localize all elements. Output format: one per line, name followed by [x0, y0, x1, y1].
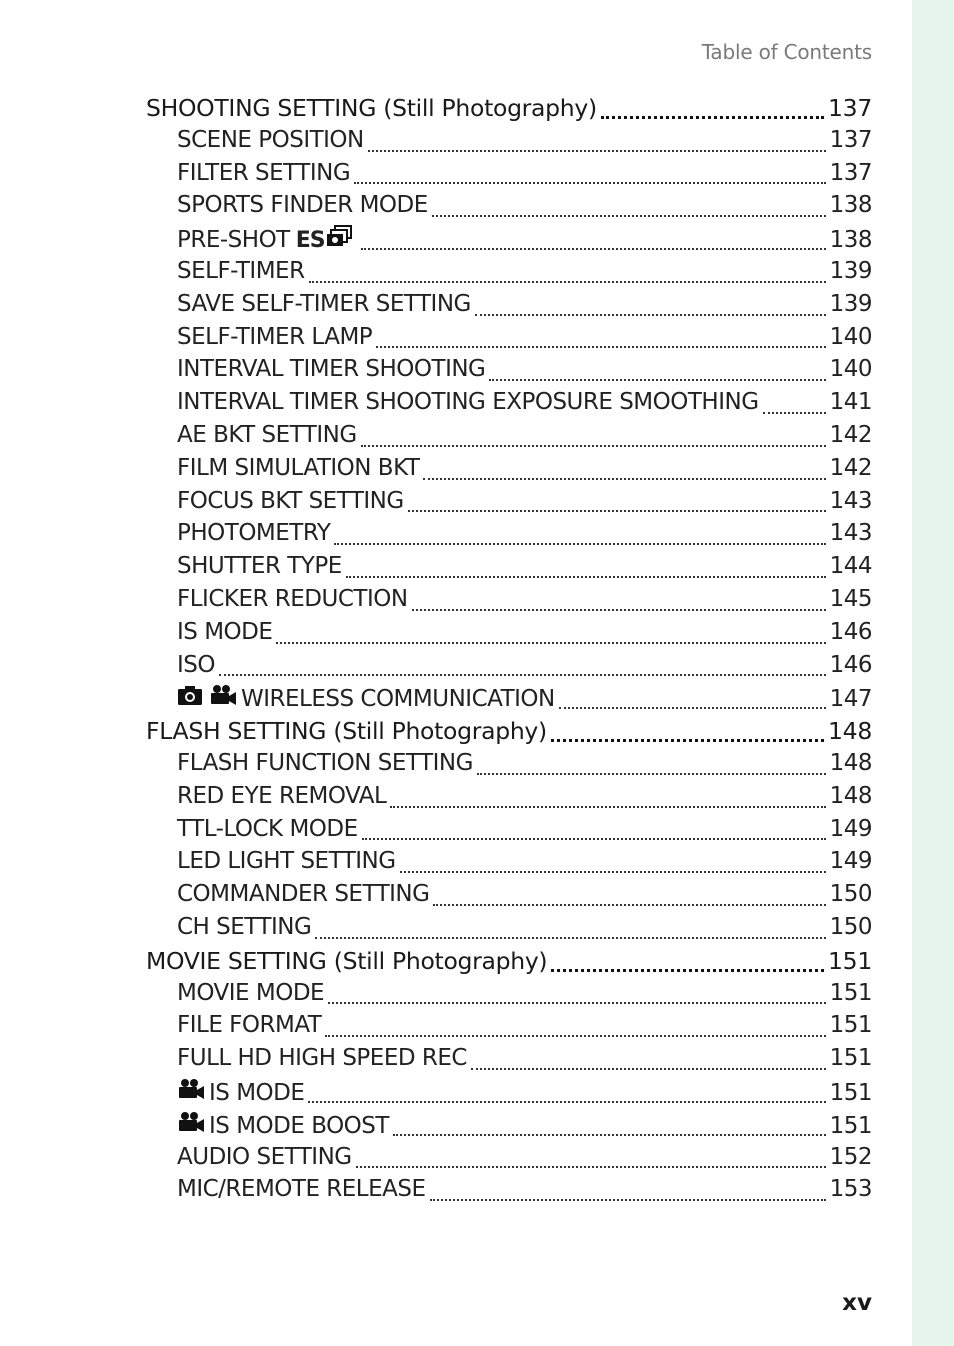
toc-entry-label-group	[146, 947, 547, 975]
toc-item-row[interactable]	[146, 192, 872, 225]
toc-page-number: 146	[829, 651, 872, 678]
toc-section-row[interactable]	[146, 94, 872, 127]
movie-camera-icon	[177, 1111, 205, 1139]
dot-leader	[390, 806, 825, 808]
toc-entry-label: FULL HD HIGH SPEED REC	[177, 1045, 467, 1072]
toc-entry-label-group	[177, 1144, 352, 1170]
toc-entry-label-group	[177, 488, 404, 514]
toc-page-number: 151	[829, 1079, 872, 1106]
toc-entry-label: PRE-SHOT	[177, 227, 290, 254]
toc-entry-label-group	[177, 1176, 426, 1202]
toc-entry-label-group	[177, 356, 485, 382]
toc-entry-label: SELF-TIMER LAMP	[177, 323, 373, 350]
toc-entry-label-group	[177, 848, 396, 874]
es-icon: ES	[295, 228, 325, 254]
toc-entry-label: IS MODE BOOST	[209, 1112, 389, 1139]
toc-entry-label: MOVIE SETTING (Still Photography)	[146, 946, 548, 975]
toc-page-number: 142	[829, 421, 872, 448]
toc-item-row[interactable]	[146, 520, 872, 553]
toc-entry-label-group	[177, 291, 471, 317]
toc-item-row[interactable]	[146, 389, 872, 422]
side-tab-strip	[912, 0, 954, 1346]
toc-entry-label-group	[177, 980, 324, 1006]
table-of-contents	[146, 94, 872, 1209]
toc-page-number: 138	[829, 192, 872, 219]
dot-leader	[471, 1068, 826, 1070]
toc-entry-label-group	[177, 1045, 467, 1071]
toc-item-row[interactable]	[146, 160, 872, 193]
toc-page-number: 141	[829, 389, 872, 416]
toc-item-row[interactable]	[146, 455, 872, 488]
toc-entry-label: WIRELESS COMMUNICATION	[241, 686, 555, 713]
toc-item-row[interactable]	[146, 619, 872, 652]
dot-leader	[325, 1035, 825, 1037]
dot-leader	[551, 739, 824, 742]
toc-item-row[interactable]	[146, 356, 872, 389]
toc-item-row[interactable]	[146, 1144, 872, 1177]
toc-item-row[interactable]	[146, 488, 872, 521]
dot-leader	[354, 182, 825, 184]
toc-entry-label-group	[177, 750, 473, 776]
toc-entry-label: SAVE SELF-TIMER SETTING	[177, 290, 471, 317]
toc-page-number: 150	[829, 913, 872, 940]
dot-leader	[356, 1166, 826, 1168]
toc-page-number: 151	[828, 946, 872, 975]
toc-entry-label: AUDIO SETTING	[177, 1143, 352, 1170]
toc-item-row[interactable]	[146, 881, 872, 914]
toc-item-row[interactable]	[146, 127, 872, 160]
dot-leader	[315, 937, 825, 939]
toc-page-number: 147	[829, 686, 872, 713]
dot-leader	[763, 412, 826, 414]
toc-entry-label: MIC/REMOTE RELEASE	[177, 1176, 426, 1203]
toc-page-number: 137	[828, 94, 872, 122]
toc-item-row[interactable]	[146, 324, 872, 357]
toc-entry-label: FLICKER REDUCTION	[177, 585, 408, 612]
dot-leader	[433, 904, 825, 906]
toc-entry-label: AE BKT SETTING	[177, 421, 357, 448]
dot-leader	[400, 871, 826, 873]
page-number: xv	[842, 1290, 872, 1316]
toc-entry-label-group	[177, 684, 555, 712]
toc-page-number: 149	[829, 815, 872, 842]
continuous-shooting-icon	[325, 225, 353, 253]
toc-page-number: 143	[829, 520, 872, 547]
toc-entry-label-group	[177, 914, 311, 940]
toc-item-row[interactable]	[146, 1012, 872, 1045]
dot-leader	[361, 248, 826, 250]
dot-leader	[475, 314, 826, 316]
toc-page-number: 138	[829, 227, 872, 254]
dot-leader	[551, 969, 824, 972]
toc-item-row[interactable]	[146, 1111, 872, 1144]
toc-entry-label: FILE FORMAT	[177, 1012, 322, 1039]
toc-item-row[interactable]	[146, 914, 872, 947]
toc-entry-label: RED EYE REMOVAL	[177, 782, 387, 809]
toc-entry-label-group	[177, 225, 357, 253]
dot-leader	[368, 150, 826, 152]
page-header-title: Table of Contents	[701, 40, 872, 64]
toc-item-row[interactable]	[146, 586, 872, 619]
toc-entry-label: SHOOTING SETTING (Still Photography)	[146, 94, 597, 122]
dot-leader	[430, 1199, 826, 1201]
toc-page-number: 142	[829, 454, 872, 481]
dot-leader	[412, 609, 826, 611]
toc-entry-label: IS MODE	[177, 618, 273, 645]
toc-entry-label-group	[177, 422, 357, 448]
dot-leader	[276, 642, 825, 644]
toc-entry-label: SELF-TIMER	[177, 257, 305, 284]
toc-item-row[interactable]	[146, 1045, 872, 1078]
toc-item-row[interactable]	[146, 816, 872, 849]
toc-item-row[interactable]	[146, 291, 872, 324]
toc-entry-label-group	[177, 619, 272, 645]
toc-entry-label-group	[177, 192, 428, 218]
toc-entry-label-group	[177, 553, 342, 579]
toc-page-number: 140	[829, 323, 872, 350]
dot-leader	[334, 543, 825, 545]
toc-page-number: 149	[829, 848, 872, 875]
toc-entry-label-group	[177, 1078, 304, 1106]
toc-entry-label: IS MODE	[209, 1079, 305, 1106]
dot-leader	[376, 346, 825, 348]
toc-item-row[interactable]	[146, 422, 872, 455]
dot-leader	[309, 281, 826, 283]
camera-icon	[177, 684, 205, 712]
dot-leader	[308, 1101, 825, 1103]
toc-page-number: 148	[829, 749, 872, 776]
toc-item-row[interactable]	[146, 1078, 872, 1111]
toc-entry-label: COMMANDER SETTING	[177, 881, 430, 908]
toc-entry-label: SCENE POSITION	[177, 126, 364, 153]
toc-section-row[interactable]	[146, 947, 872, 980]
toc-page-number: 148	[829, 782, 872, 809]
toc-entry-label: LED LIGHT SETTING	[177, 848, 396, 875]
toc-page-number: 152	[829, 1143, 872, 1170]
toc-entry-label: INTERVAL TIMER SHOOTING EXPOSURE SMOOTHING	[177, 389, 759, 416]
toc-entry-label-group	[177, 455, 419, 481]
toc-entry-label: CH SETTING	[177, 913, 312, 940]
dot-leader	[362, 838, 826, 840]
dot-leader	[601, 116, 824, 119]
toc-item-row[interactable]	[146, 1176, 872, 1209]
dot-leader	[328, 1002, 825, 1004]
toc-page-number: 137	[829, 126, 872, 153]
toc-section-row[interactable]	[146, 717, 872, 750]
toc-entry-label: FLASH SETTING (Still Photography)	[146, 717, 547, 746]
toc-page-number: 139	[829, 257, 872, 284]
movie-camera-icon	[177, 1078, 205, 1106]
toc-entry-label-group	[177, 520, 330, 546]
toc-page-number: 150	[829, 881, 872, 908]
toc-entry-label-group	[177, 160, 350, 186]
dot-leader	[393, 1134, 826, 1136]
dot-leader	[489, 379, 825, 381]
toc-entry-label: SHUTTER TYPE	[177, 553, 342, 580]
toc-page-number: 144	[829, 553, 872, 580]
toc-page-number: 151	[829, 1012, 872, 1039]
toc-entry-label: FLASH FUNCTION SETTING	[177, 749, 473, 776]
toc-item-row[interactable]	[146, 848, 872, 881]
toc-entry-label-group	[177, 816, 358, 842]
toc-entry-label-group	[177, 258, 305, 284]
toc-entry-label-group	[177, 1111, 389, 1139]
dot-leader	[559, 707, 826, 709]
toc-page-number: 148	[828, 717, 872, 746]
toc-page-number: 139	[829, 290, 872, 317]
toc-item-row[interactable]	[146, 652, 872, 685]
toc-page-number: 145	[829, 585, 872, 612]
movie-camera-icon	[209, 684, 237, 712]
toc-entry-label: FILM SIMULATION BKT	[177, 454, 420, 481]
toc-entry-label-group	[177, 881, 429, 907]
toc-page-number: 153	[829, 1176, 872, 1203]
toc-item-row[interactable]	[146, 684, 872, 717]
dot-leader	[477, 773, 826, 775]
toc-page-number: 151	[829, 1112, 872, 1139]
toc-entry-label-group	[177, 783, 386, 809]
toc-page-number: 137	[829, 159, 872, 186]
toc-entry-label: ISO	[177, 651, 215, 678]
toc-entry-label: MOVIE MODE	[177, 979, 325, 1006]
dot-leader	[361, 445, 826, 447]
toc-page-number: 151	[829, 979, 872, 1006]
toc-item-row[interactable]	[146, 783, 872, 816]
dot-leader	[408, 510, 826, 512]
toc-entry-label: FOCUS BKT SETTING	[177, 487, 404, 514]
toc-item-row[interactable]	[146, 553, 872, 586]
dot-leader	[219, 674, 826, 676]
toc-entry-label-group	[177, 652, 215, 678]
toc-entry-label: FILTER SETTING	[177, 159, 351, 186]
toc-entry-label-group	[177, 389, 759, 415]
toc-item-row[interactable]	[146, 750, 872, 783]
dot-leader	[346, 576, 826, 578]
dot-leader	[432, 215, 826, 217]
toc-page-number: 143	[829, 487, 872, 514]
toc-page-number: 146	[829, 618, 872, 645]
toc-item-row[interactable]	[146, 980, 872, 1013]
toc-page-number: 151	[829, 1045, 872, 1072]
toc-item-row[interactable]	[146, 225, 872, 258]
toc-entry-label: PHOTOMETRY	[177, 520, 331, 547]
toc-entry-label-group	[177, 324, 372, 350]
toc-entry-label-group	[177, 1012, 321, 1038]
toc-entry-label: TTL-LOCK MODE	[177, 815, 358, 842]
dot-leader	[423, 478, 825, 480]
toc-page-number: 140	[829, 356, 872, 383]
toc-entry-label-group	[177, 586, 408, 612]
toc-entry-label: INTERVAL TIMER SHOOTING	[177, 356, 486, 383]
toc-entry-label-group	[146, 94, 597, 122]
toc-entry-label-group	[146, 717, 547, 745]
toc-entry-label-group	[177, 127, 364, 153]
toc-item-row[interactable]	[146, 258, 872, 291]
toc-entry-label: SPORTS FINDER MODE	[177, 192, 428, 219]
